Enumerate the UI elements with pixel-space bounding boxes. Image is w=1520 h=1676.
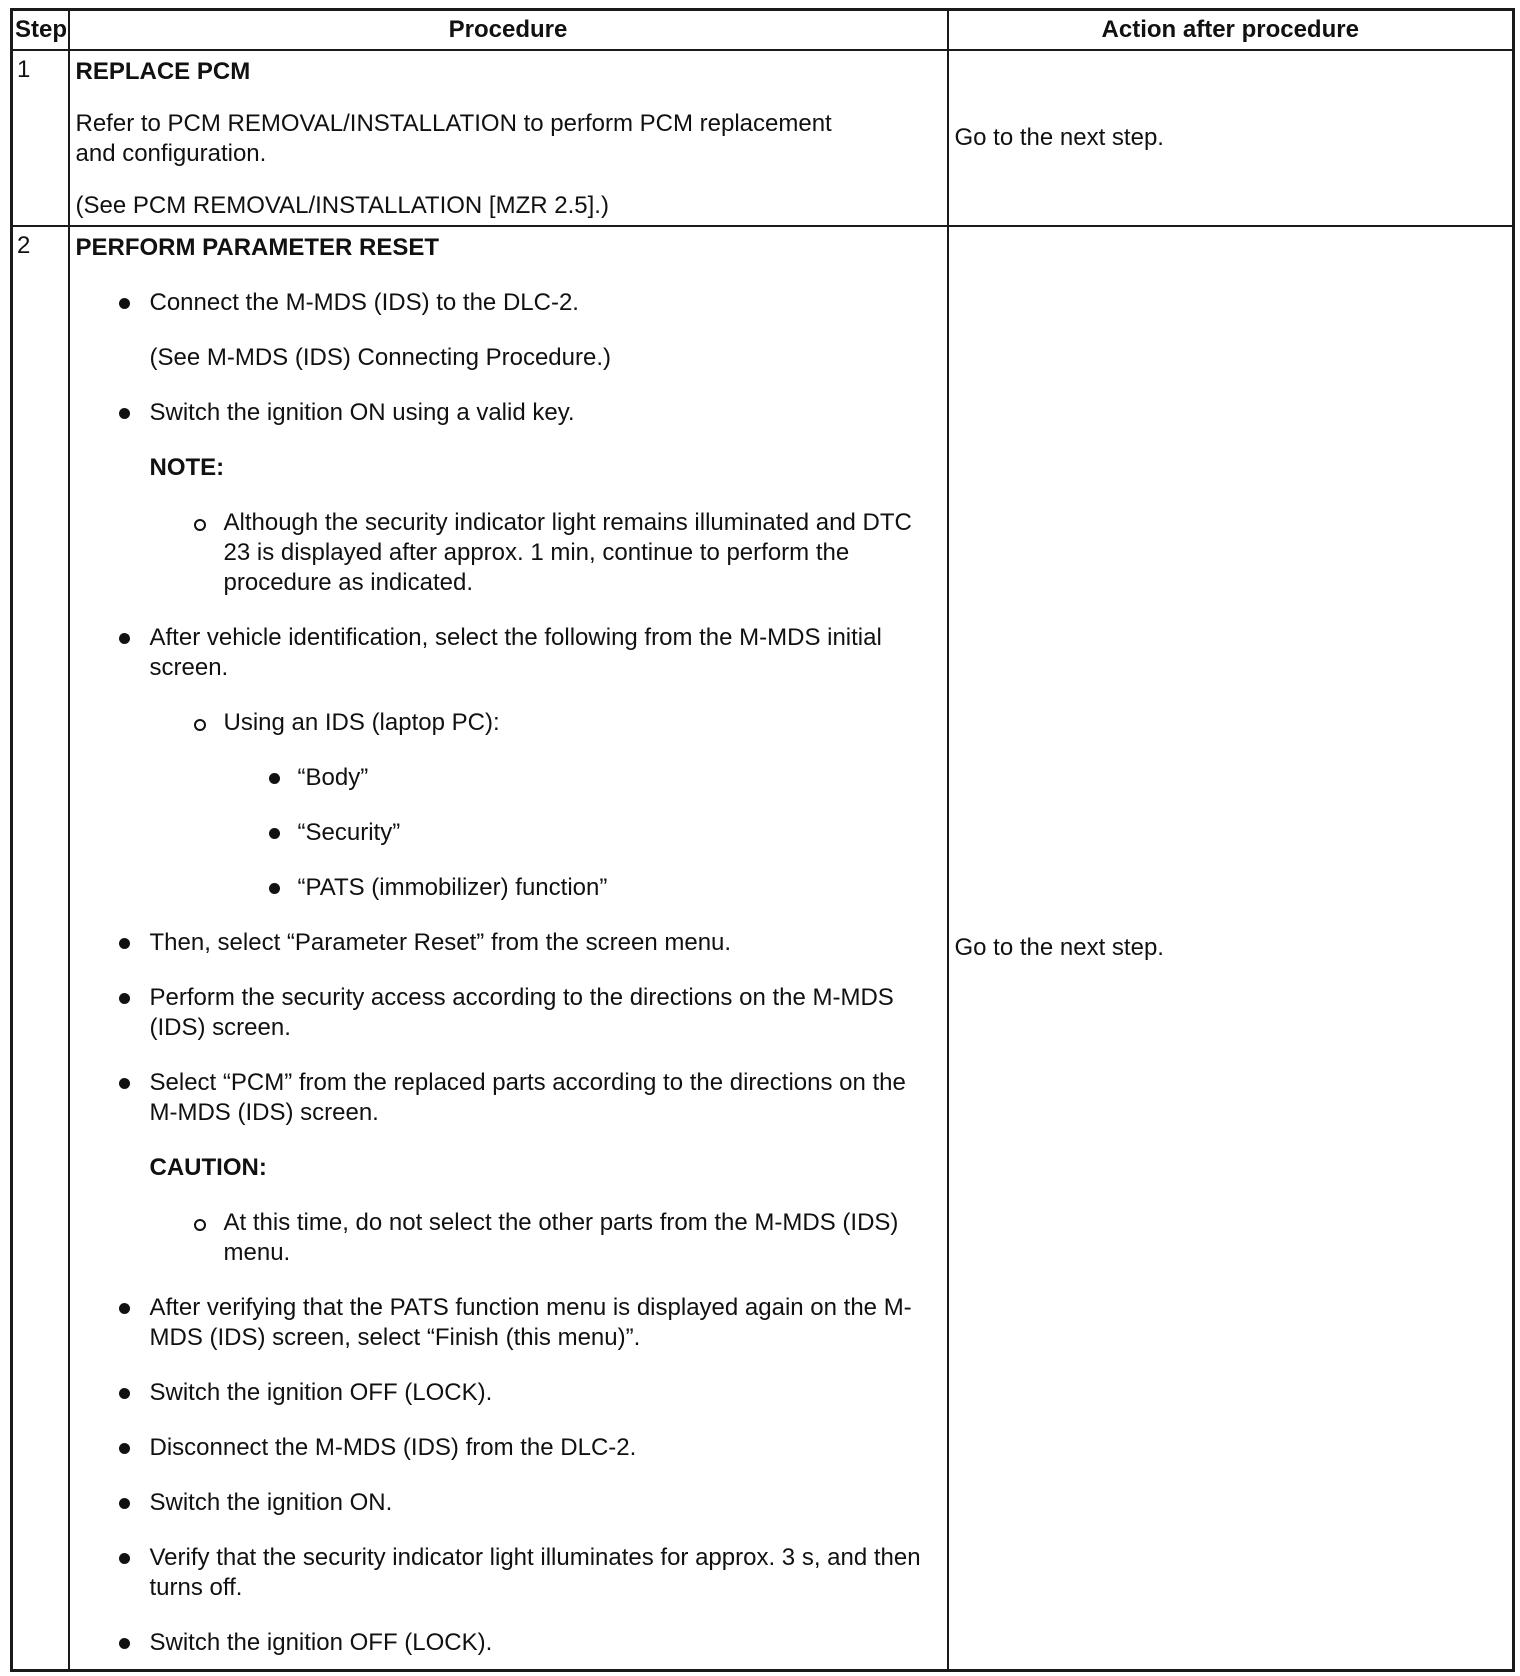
reference-text: (See PCM REMOVAL/INSTALLATION [MZR 2.5].) xyxy=(75,192,609,219)
header-step: Step xyxy=(12,10,69,51)
list-item: After vehicle identification, select the following from the M-MDS initial screen. xyxy=(76,623,937,683)
list-item: Perform the security access according to the directions on the M-MDS (IDS) screen. xyxy=(76,983,937,1043)
bullet-icon xyxy=(269,828,280,839)
bullet-icon xyxy=(119,1553,130,1564)
table-row-step-2 xyxy=(12,226,1514,1671)
list-item: Then, select “Parameter Reset” from the screen menu. xyxy=(76,928,937,958)
header-action: Action after procedure xyxy=(948,10,1514,51)
bullet-icon xyxy=(269,773,280,784)
action-cell: Go to the next step. xyxy=(948,226,1514,1671)
note-label: NOTE: xyxy=(149,454,225,481)
bullet-icon xyxy=(119,938,130,949)
bullet-icon xyxy=(119,1638,130,1649)
bullet-icon xyxy=(119,633,130,644)
header-row xyxy=(12,10,1514,51)
list-item: At this time, do not select the other parts from the M-MDS (IDS) menu. xyxy=(76,1208,937,1268)
list-item: After verifying that the PATS function menu is displayed again on the M-MDS (IDS) screen, select “Finish (this menu)”. xyxy=(76,1293,937,1353)
list-item: Using an IDS (laptop PC): xyxy=(76,708,937,738)
list-item: Disconnect the M-MDS (IDS) from the DLC-2. xyxy=(76,1433,937,1463)
list-item: Switch the ignition OFF (LOCK). xyxy=(76,1378,937,1408)
procedure-table xyxy=(10,8,1515,1672)
step-title: REPLACE PCM xyxy=(75,58,251,85)
list-item: Verify that the security indicator light illuminates for approx. 3 s, and then turns off. xyxy=(76,1543,937,1603)
circle-bullet-icon xyxy=(194,1219,206,1231)
list-item: Although the security indicator light remains illuminated and DTC 23 is displayed after approx. 1 min, continue to perform the procedure as indicated. xyxy=(76,508,937,598)
list-item: Select “PCM” from the replaced parts according to the directions on the M-MDS (IDS) screen. xyxy=(76,1068,937,1128)
caution-label: CAUTION: xyxy=(149,1154,267,1181)
bullet-icon xyxy=(269,883,280,894)
bullet-icon xyxy=(119,993,130,1004)
paragraph: Refer to PCM REMOVAL/INSTALLATION to perform PCM replacement and configuration. xyxy=(75,110,832,167)
circle-bullet-icon xyxy=(194,719,206,731)
list-item: Switch the ignition ON using a valid key. xyxy=(76,398,937,428)
list-item: “PATS (immobilizer) function” xyxy=(76,873,937,903)
step-number: 1 xyxy=(12,50,69,226)
list-item: Connect the M-MDS (IDS) to the DLC-2. xyxy=(76,288,937,318)
bullet-icon xyxy=(119,1078,130,1089)
list-item: Switch the ignition OFF (LOCK). xyxy=(76,1628,937,1658)
list-item: Switch the ignition ON. xyxy=(76,1488,937,1518)
circle-bullet-icon xyxy=(194,519,206,531)
table-row-step-1 xyxy=(12,50,1514,226)
step-title: PERFORM PARAMETER RESET xyxy=(75,234,440,261)
procedure-cell xyxy=(69,50,948,226)
bullet-icon xyxy=(119,1388,130,1399)
header-procedure: Procedure xyxy=(69,10,948,51)
step-number: 2 xyxy=(12,226,69,1671)
list-item: “Security” xyxy=(76,818,937,848)
bullet-icon xyxy=(119,408,130,419)
procedure-cell xyxy=(69,226,948,1671)
bullet-icon xyxy=(119,298,130,309)
reference-text: (See M-MDS (IDS) Connecting Procedure.) xyxy=(149,344,611,371)
bullet-icon xyxy=(119,1303,130,1314)
bullet-icon xyxy=(119,1498,130,1509)
list-item: “Body” xyxy=(76,763,937,793)
action-cell: Go to the next step. xyxy=(948,50,1514,226)
bullet-icon xyxy=(119,1443,130,1454)
